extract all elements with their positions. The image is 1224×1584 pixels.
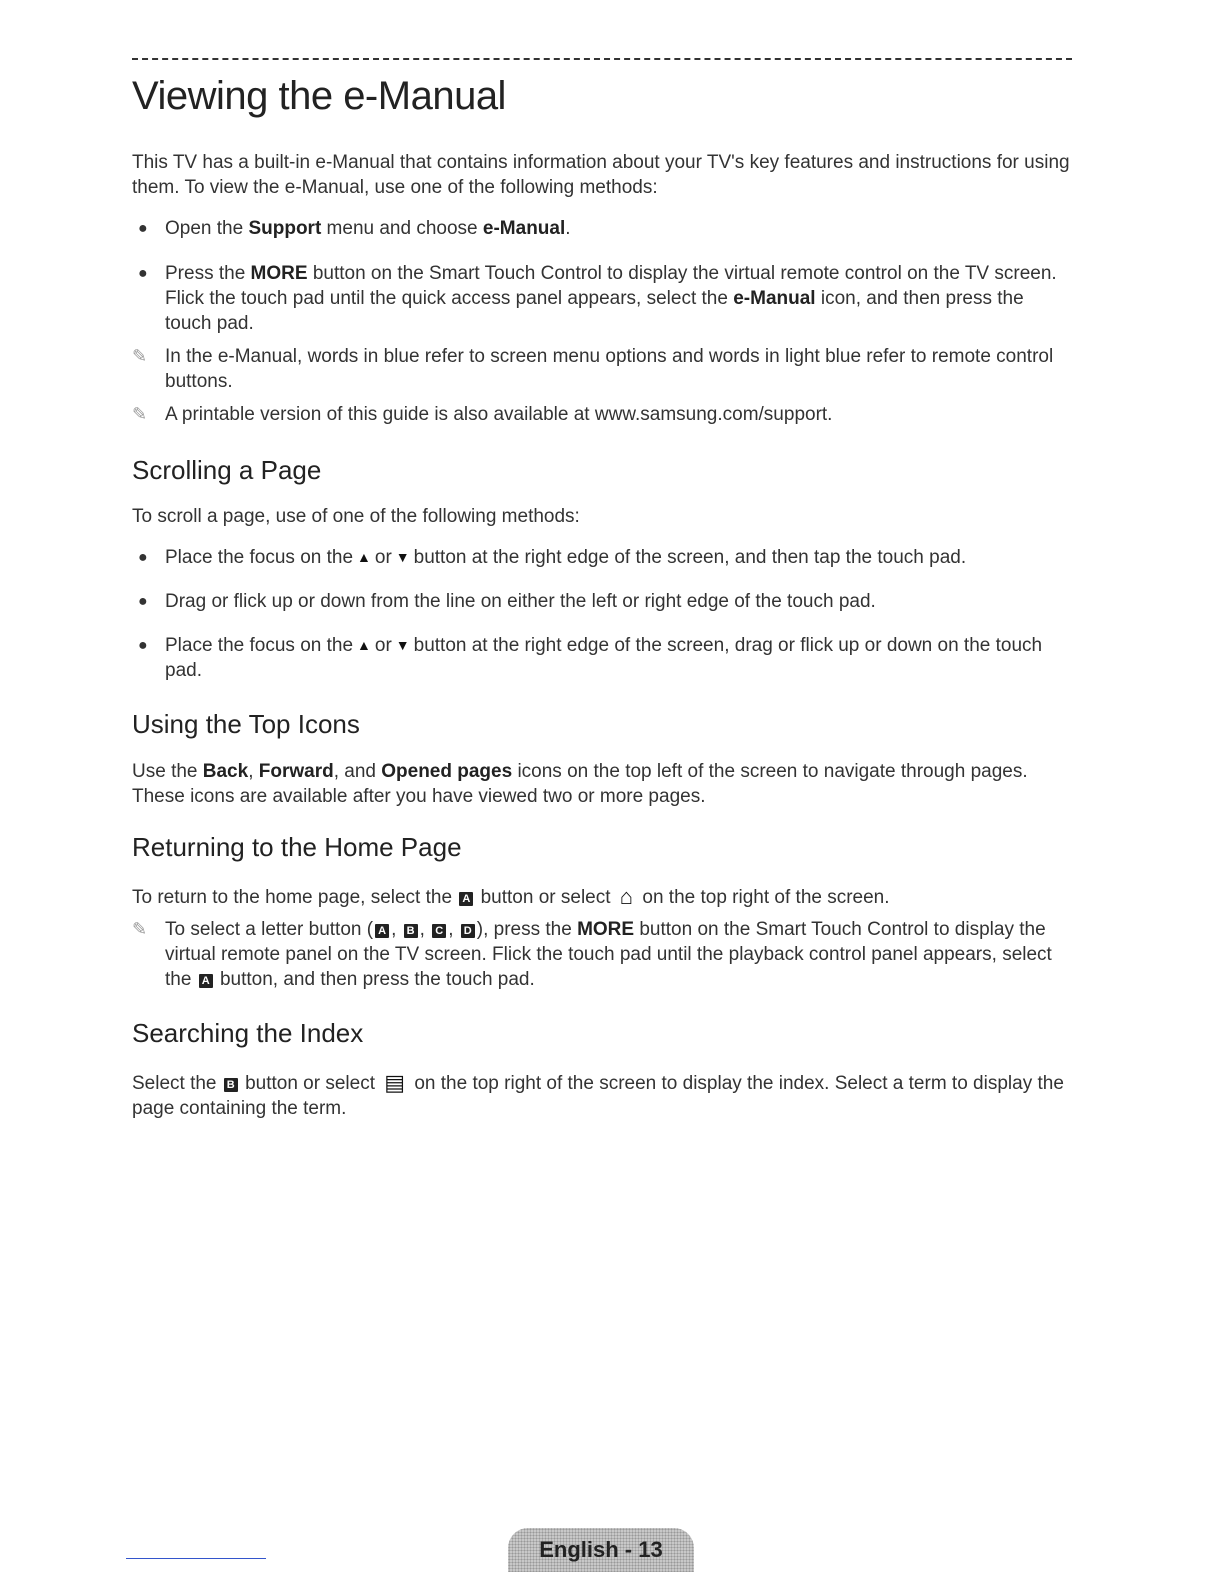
top-icons-paragraph: Use the Back, Forward, and Opened pages icons on the top left of the screen to navigate through pages. These icons are available after you have viewed two or more pages. — [132, 761, 1028, 807]
bullet-dot: ● — [138, 637, 148, 654]
pencil-note-icon: ✎ — [132, 919, 148, 939]
up-triangle-icon: ▲ — [357, 637, 371, 653]
section-heading-scrolling: Scrolling a Page — [132, 455, 322, 485]
bullet-dot: ● — [138, 265, 148, 282]
home-paragraph: To return to the home page, select the A button or select ⌂ on the top right of the screen. — [132, 884, 890, 909]
bullet-dot: ● — [138, 549, 148, 566]
page-title: Viewing the e-Manual — [132, 74, 506, 118]
b-button-icon: B — [224, 1078, 238, 1092]
section-heading-index: Searching the Index — [132, 1018, 364, 1048]
intro-paragraph: This TV has a built-in e-Manual that contains information about your TV's key features and instructions for using them. To view the e-Manual, use one of the following methods: — [132, 152, 1070, 198]
d-button-icon: D — [461, 924, 475, 938]
header-dashed-rule — [132, 58, 1072, 60]
pencil-note-icon: ✎ — [132, 404, 148, 424]
scrolling-intro: To scroll a page, use of one of the following methods: — [132, 506, 580, 527]
note-item: ✎ In the e-Manual, words in blue refer to screen menu options and words in light blue refer to remote control buttons. — [132, 346, 1054, 392]
list-item: ● Press the MORE button on the Smart Touch Control to display the virtual remote control on the TV screen. Flick the touch pad until the quick access panel appears, select the e-Manual icon, and then press the touch pad. — [138, 263, 1057, 334]
pencil-note-icon: ✎ — [132, 346, 148, 366]
list-item: ● Place the focus on the ▲ or ▼ button at the right edge of the screen, and then tap the touch pad. — [138, 547, 967, 568]
index-paragraph: Select the B button or select ▤ on the top right of the screen to display the index. Select a term to display the page containing the term. — [132, 1070, 1064, 1119]
up-triangle-icon: ▲ — [357, 549, 371, 565]
section-heading-top-icons: Using the Top Icons — [132, 709, 360, 739]
down-triangle-icon: ▼ — [395, 549, 410, 565]
a-button-icon: A — [199, 974, 213, 988]
down-triangle-icon: ▼ — [395, 637, 410, 653]
a-button-icon: A — [459, 892, 473, 906]
page-number-badge: English - 13 — [508, 1528, 694, 1572]
bullet-dot: ● — [138, 220, 148, 237]
list-item: ● Open the Support menu and choose e-Manual. — [138, 218, 571, 239]
index-icon: ▤ — [384, 1070, 406, 1095]
b-button-icon: B — [404, 924, 418, 938]
section-heading-home: Returning to the Home Page — [132, 832, 462, 862]
list-item: ● Place the focus on the ▲ or ▼ button at the right edge of the screen, drag or flick up or down on the touch pad. — [138, 635, 1043, 681]
list-item: ● Drag or flick up or down from the line on either the left or right edge of the touch pad. — [138, 591, 876, 612]
c-button-icon: C — [432, 924, 446, 938]
bullet-dot: ● — [138, 593, 148, 610]
home-icon: ⌂ — [619, 884, 634, 909]
note-item: ✎ A printable version of this guide is also available at www.samsung.com/support. — [132, 404, 833, 425]
note-item: ✎ To select a letter button ( A , B , C , D ), press the MORE button on the Smart Touch Control to display the virtual remote panel on the TV screen. Flick the touch pad until the playback control panel appears, select the A button, and then press the touch pad. — [132, 919, 1052, 990]
a-button-icon: A — [375, 924, 389, 938]
footer-rule — [126, 1558, 266, 1559]
